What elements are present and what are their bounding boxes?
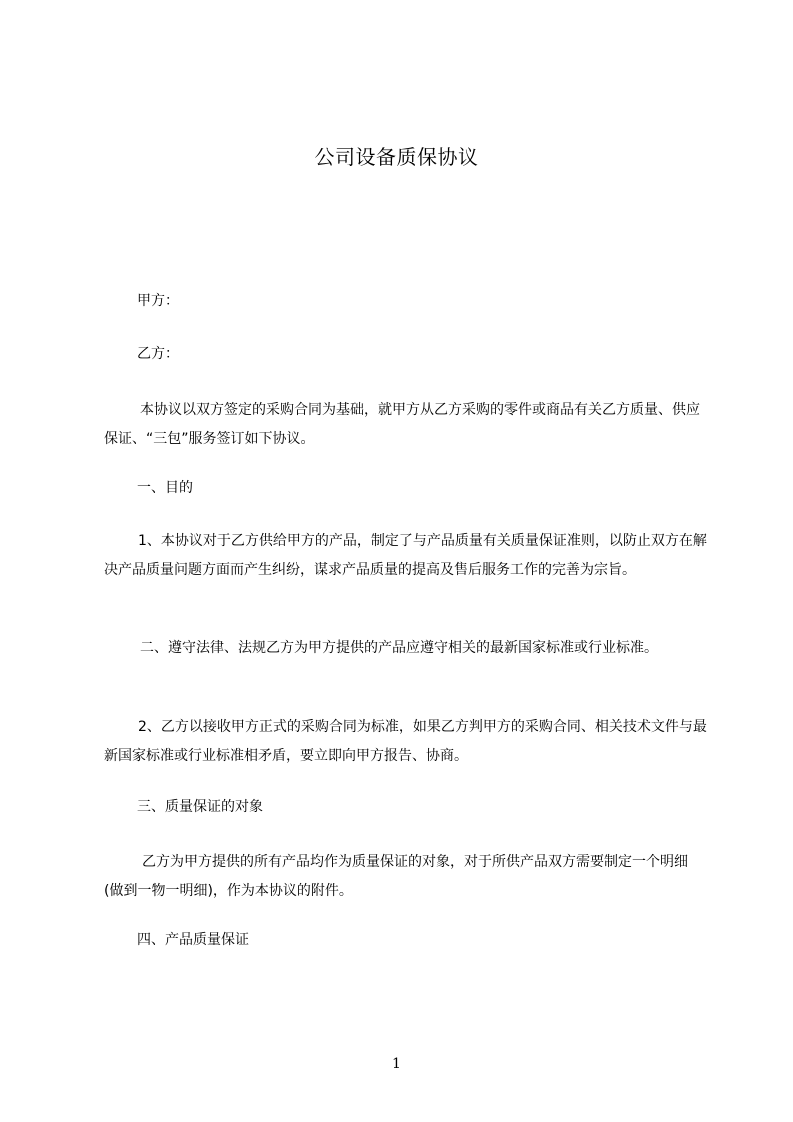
party-a-label: 甲方： [137, 293, 179, 309]
section-1-heading: 一、目的 [137, 480, 193, 496]
party-b-label: 乙方： [137, 346, 179, 362]
section-2-item-2: 2、乙方以接收甲方正式的采购合同为标准，如果乙方判甲方的采购合同、相关技术文件与最新国家标准或行业标准相矛盾，要立即向甲方报告、协商。 [104, 719, 707, 764]
section-3-heading: 三、质量保证的对象 [137, 799, 263, 815]
section-3-paragraph: 乙方为甲方提供的所有产品均作为质量保证的对象，对于所供产品双方需要制定一个明细(做到一物一明细)，作为本协议的附件。 [104, 854, 688, 899]
section-2-paragraph: 二、遵守法律、法规乙方为甲方提供的产品应遵守相关的最新国家标准或行业标准。 [140, 640, 658, 656]
intro-paragraph: 本协议以双方签定的采购合同为基础，就甲方从乙方采购的零件或商品有关乙方质量、供应保证、“三包”服务签订如下协议。 [104, 402, 700, 447]
document-title: 公司设备质保协议 [314, 145, 479, 169]
page-number: 1 [392, 1056, 401, 1072]
section-4-heading: 四、产品质量保证 [137, 932, 249, 948]
section-1-item-1: 1、本协议对于乙方供给甲方的产品，制定了与产品质量有关质量保证准则，以防止双方在解决产品质量问题方面而产生纠纷，谋求产品质量的提高及售后服务工作的完善为宗旨。 [104, 533, 707, 578]
